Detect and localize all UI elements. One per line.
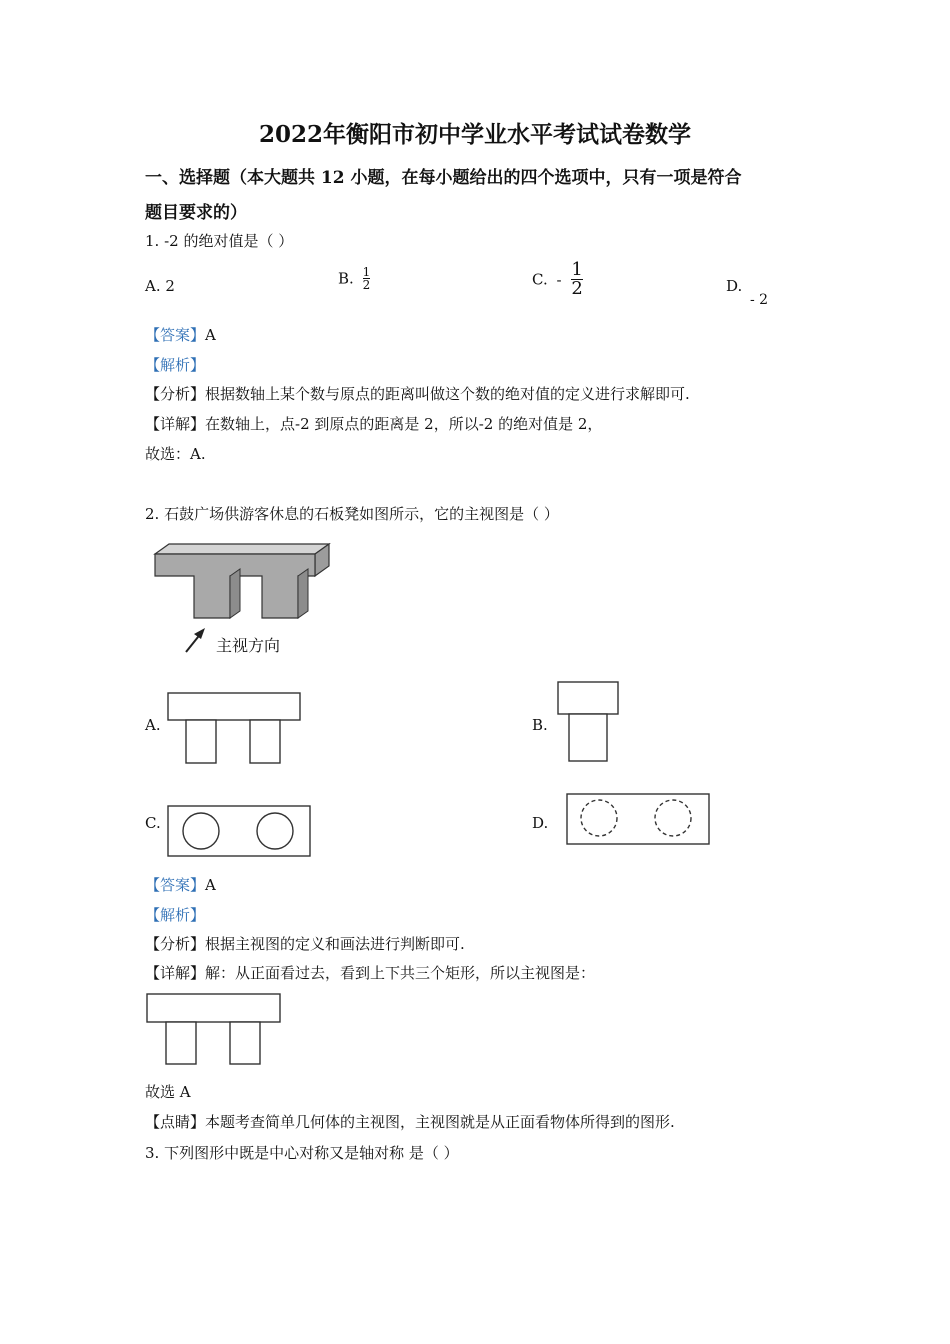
q1-option-b-label: B.: [338, 269, 354, 288]
q2-option-b-figure: [557, 681, 621, 765]
q3-stem: 3. 下列图形中既是中心对称又是轴对称 是（ ）: [145, 1144, 459, 1162]
q1-option-c-label: C.: [532, 270, 548, 289]
q2-answer-value: A: [205, 876, 216, 894]
q2-option-d-label: D.: [532, 814, 549, 832]
q2-solution-figure: [145, 993, 285, 1067]
q2-fenxi: 【分析】根据主视图的定义和画法进行判断即可.: [145, 935, 465, 953]
q1-option-b: [338, 266, 370, 291]
q1-option-c: [532, 261, 583, 298]
q1-option-b-fraction: [363, 266, 371, 291]
q1-choice: 故选：A.: [145, 445, 206, 463]
q2-xiangjie: 【详解】解：从正面看过去，看到上下共三个矩形，所以主视图是：: [145, 964, 596, 982]
page-title: 2022年衡阳市初中学业水平考试试卷数学: [258, 121, 691, 148]
q1-option-b-denominator: 2: [362, 278, 371, 292]
section-heading-line1: 一、选择题（本大题共 12 小题，在每小题给出的四个选项中，只有一项是符合: [145, 168, 742, 188]
q2-option-b-label: B.: [532, 716, 548, 734]
q2-stem: 2. 石鼓广场供游客休息的石板凳如图所示，它的主视图是（ ）: [145, 505, 559, 523]
q1-answer: [145, 324, 216, 345]
q1-option-a: A. 2: [145, 277, 175, 295]
q1-option-c-sign: -: [556, 270, 562, 289]
q1-option-c-denominator: 2: [571, 278, 583, 299]
q2-option-a-label: A.: [145, 716, 161, 734]
q2-option-c-label: C.: [145, 814, 161, 832]
q2-answer-tag: 【答案】: [145, 876, 206, 894]
q1-option-c-fraction: [571, 261, 582, 298]
q1-answer-value: A: [205, 326, 216, 344]
q2-choice: 故选 A: [145, 1083, 191, 1101]
q2-dianjing: 【点睛】本题考查简单几何体的主视图，主视图就是从正面看物体所得到的图形.: [145, 1113, 675, 1131]
section-heading-line2: 题目要求的）: [145, 203, 247, 223]
q1-option-d-label: D.: [726, 277, 743, 295]
q1-option-d-value: - 2: [750, 292, 769, 308]
q1-option-c-numerator: 1: [571, 259, 583, 280]
q1-xiangjie: 【详解】在数轴上，点-2 到原点的距离是 2，所以-2 的绝对值是 2，: [145, 415, 603, 433]
q2-analysis-tag: 【解析】: [145, 906, 206, 924]
q2-option-a-figure: [166, 692, 302, 766]
figure-caption: 主视方向: [216, 636, 281, 655]
q1-stem: 1. -2 的绝对值是（ ）: [145, 232, 294, 250]
q2-option-d-figure: [565, 792, 713, 848]
q1-answer-tag: 【答案】: [145, 326, 206, 344]
q2-answer: [145, 874, 216, 895]
q1-analysis-tag: 【解析】: [145, 356, 206, 374]
q1-option-b-numerator: 1: [362, 265, 371, 279]
q2-option-c-figure: [166, 804, 314, 860]
q1-fenxi: 【分析】根据数轴上某个数与原点的距离叫做这个数的绝对值的定义进行求解即可.: [145, 385, 690, 403]
